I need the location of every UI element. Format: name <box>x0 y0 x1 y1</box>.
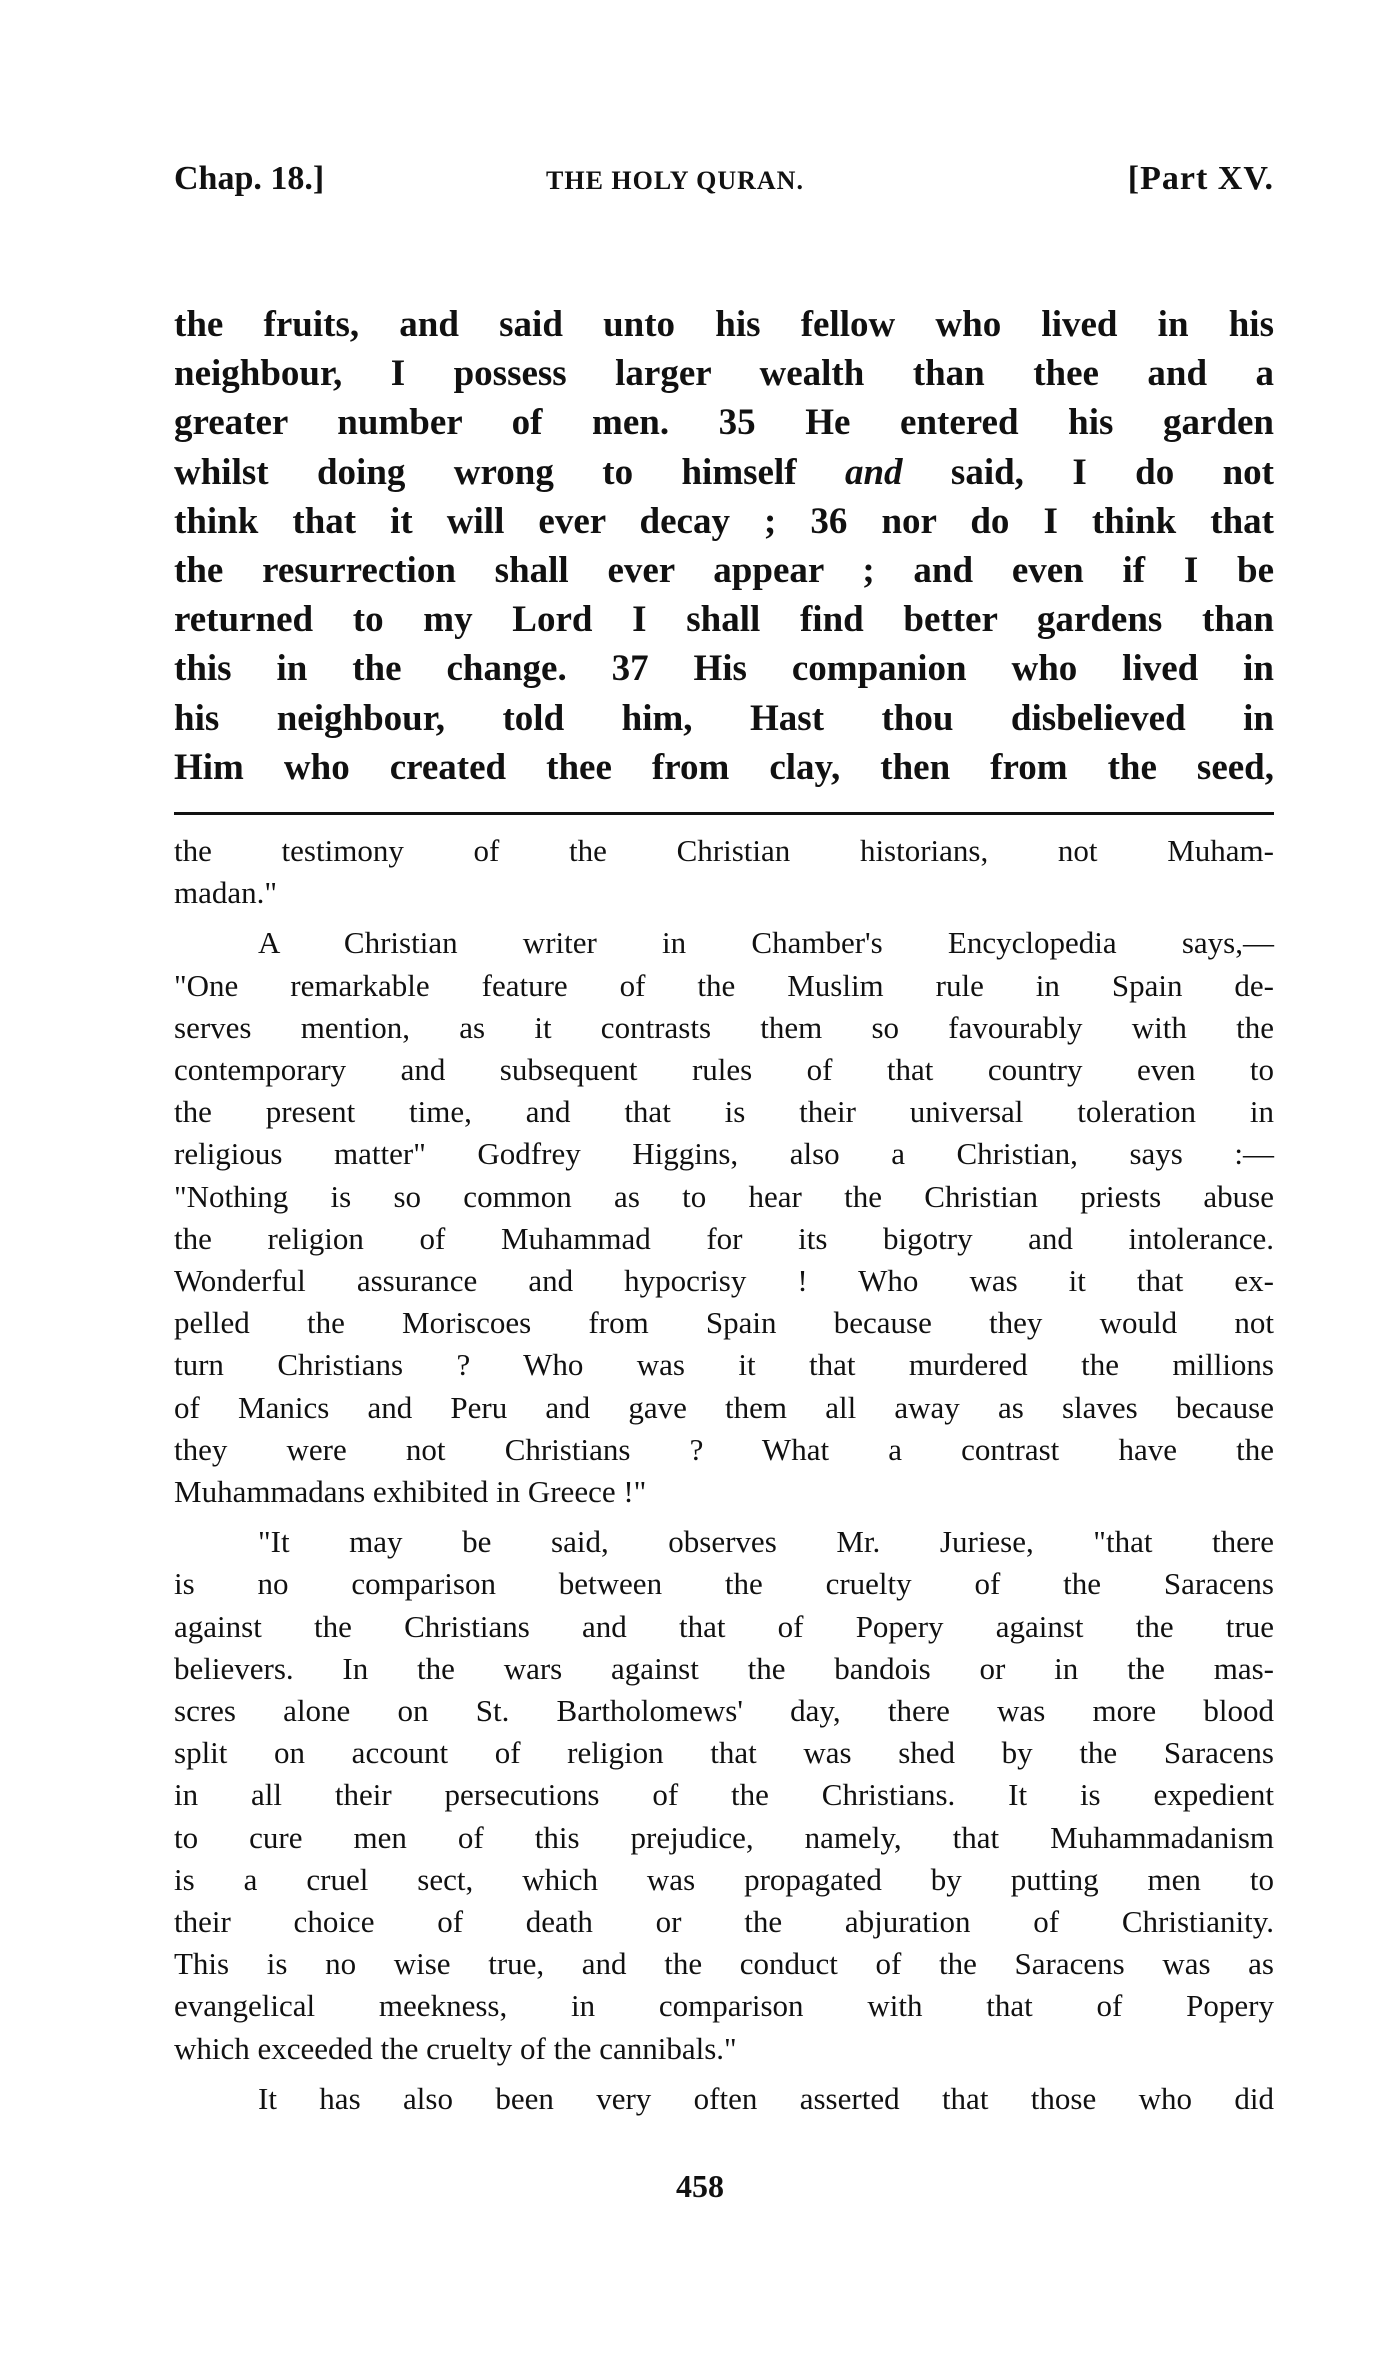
running-header <box>174 160 1274 210</box>
text-line: A Christian writer in Chamber's Encyclopedia says,— <box>258 925 1274 961</box>
text-line: "One remarkable feature of the Muslim rule in Spain de- <box>174 967 1274 1003</box>
text-line: contemporary and subsequent rules of that country even to <box>174 1052 1274 1088</box>
text-line: of Manics and Peru and gave them all away as slaves because <box>174 1389 1274 1425</box>
text-line: which exceeded the cruelty of the cannibals." <box>174 2030 737 2066</box>
text-line: is a cruel sect, which was propagated by putting men to <box>174 1861 1274 1897</box>
chapter-label: Chap. 18.] <box>174 160 325 197</box>
text-line: It has also been very often asserted that those who did <box>258 2080 1274 2116</box>
text-line: "Nothing is so common as to hear the Christian priests abuse <box>174 1178 1274 1214</box>
text-line: the fruits, and said unto his fellow who lived in his <box>174 304 1274 345</box>
text-line: turn Christians ? Who was it that murdered the millions <box>174 1347 1274 1383</box>
text-line <box>174 448 1274 497</box>
text-line: madan." <box>174 875 278 911</box>
text-line: think that it will ever decay ; 36 nor do I think that <box>174 500 1274 542</box>
text-line: the religion of Muhammad for its bigotry and intolerance. <box>174 1220 1274 1256</box>
footnote-paragraph <box>174 2078 1274 2120</box>
footnote-paragraph <box>174 830 1274 914</box>
book-title: THE HOLY QURAN. <box>546 166 804 195</box>
text-line: evangelical meekness, in comparison with that of Popery <box>174 1988 1274 2024</box>
text-line: split on account of religion that was shed by the Saracens <box>174 1735 1274 1771</box>
text-line: returned to my Lord I shall find better gardens than <box>174 599 1274 641</box>
text-line: This is no wise true, and the conduct of the Saracens was as <box>174 1946 1274 1982</box>
italic-word: and <box>844 451 903 493</box>
text-line: their choice of death or the abjuration of Christianity. <box>174 1904 1274 1940</box>
text-line: his neighbour, told him, Hast thou disbelieved in <box>174 697 1274 739</box>
text-line: the present time, and that is their universal toleration in <box>174 1094 1274 1130</box>
text-line: in all their persecutions of the Christians. It is expedient <box>174 1777 1274 1813</box>
part-label: [Part XV. <box>1127 160 1274 197</box>
footnote-paragraph <box>174 922 1274 1513</box>
text-line: religious matter" Godfrey Higgins, also a Christian, says :— <box>174 1136 1274 1172</box>
text-line: Muhammadans exhibited in Greece !" <box>174 1474 647 1510</box>
text-line: against the Christians and that of Popery against the true <box>174 1608 1274 1644</box>
footnote-divider <box>174 812 1274 815</box>
text-line: greater number of men. 35 He entered his garden <box>174 402 1274 444</box>
text-line: neighbour, I possess larger wealth than thee and a <box>174 353 1274 395</box>
footnote-paragraph <box>174 1521 1274 2070</box>
page-number: 458 <box>676 2168 724 2204</box>
text-line: scres alone on St. Bartholomews' day, there was more blood <box>174 1693 1274 1729</box>
text-line: this in the change. 37 His companion who lived in <box>174 648 1274 690</box>
text-line: Wonderful assurance and hypocrisy ! Who was it that ex- <box>174 1263 1274 1299</box>
footnote-text <box>174 830 1274 2128</box>
text-line: to cure men of this prejudice, namely, that Muhammadanism <box>174 1819 1274 1855</box>
text-segment: said, I do not <box>902 451 1274 493</box>
text-segment: whilst doing wrong to himself <box>174 451 845 493</box>
text-line: serves mention, as it contrasts them so favourably with the <box>174 1009 1274 1045</box>
text-line: believers. In the wars against the bandois or in the mas- <box>174 1650 1274 1686</box>
text-line: pelled the Moriscoes from Spain because they would not <box>174 1305 1274 1341</box>
text-line: Him who created thee from clay, then from the seed, <box>174 746 1274 788</box>
text-line: the resurrection shall ever appear ; and even if I be <box>174 550 1274 592</box>
text-line: the testimony of the Christian historians, not Muham- <box>174 833 1274 868</box>
text-line: "It may be said, observes Mr. Juriese, "that there <box>258 1524 1274 1560</box>
main-text <box>174 300 1274 792</box>
text-line: is no comparison between the cruelty of the Saracens <box>174 1566 1274 1602</box>
text-line: they were not Christians ? What a contrast have the <box>174 1431 1274 1467</box>
